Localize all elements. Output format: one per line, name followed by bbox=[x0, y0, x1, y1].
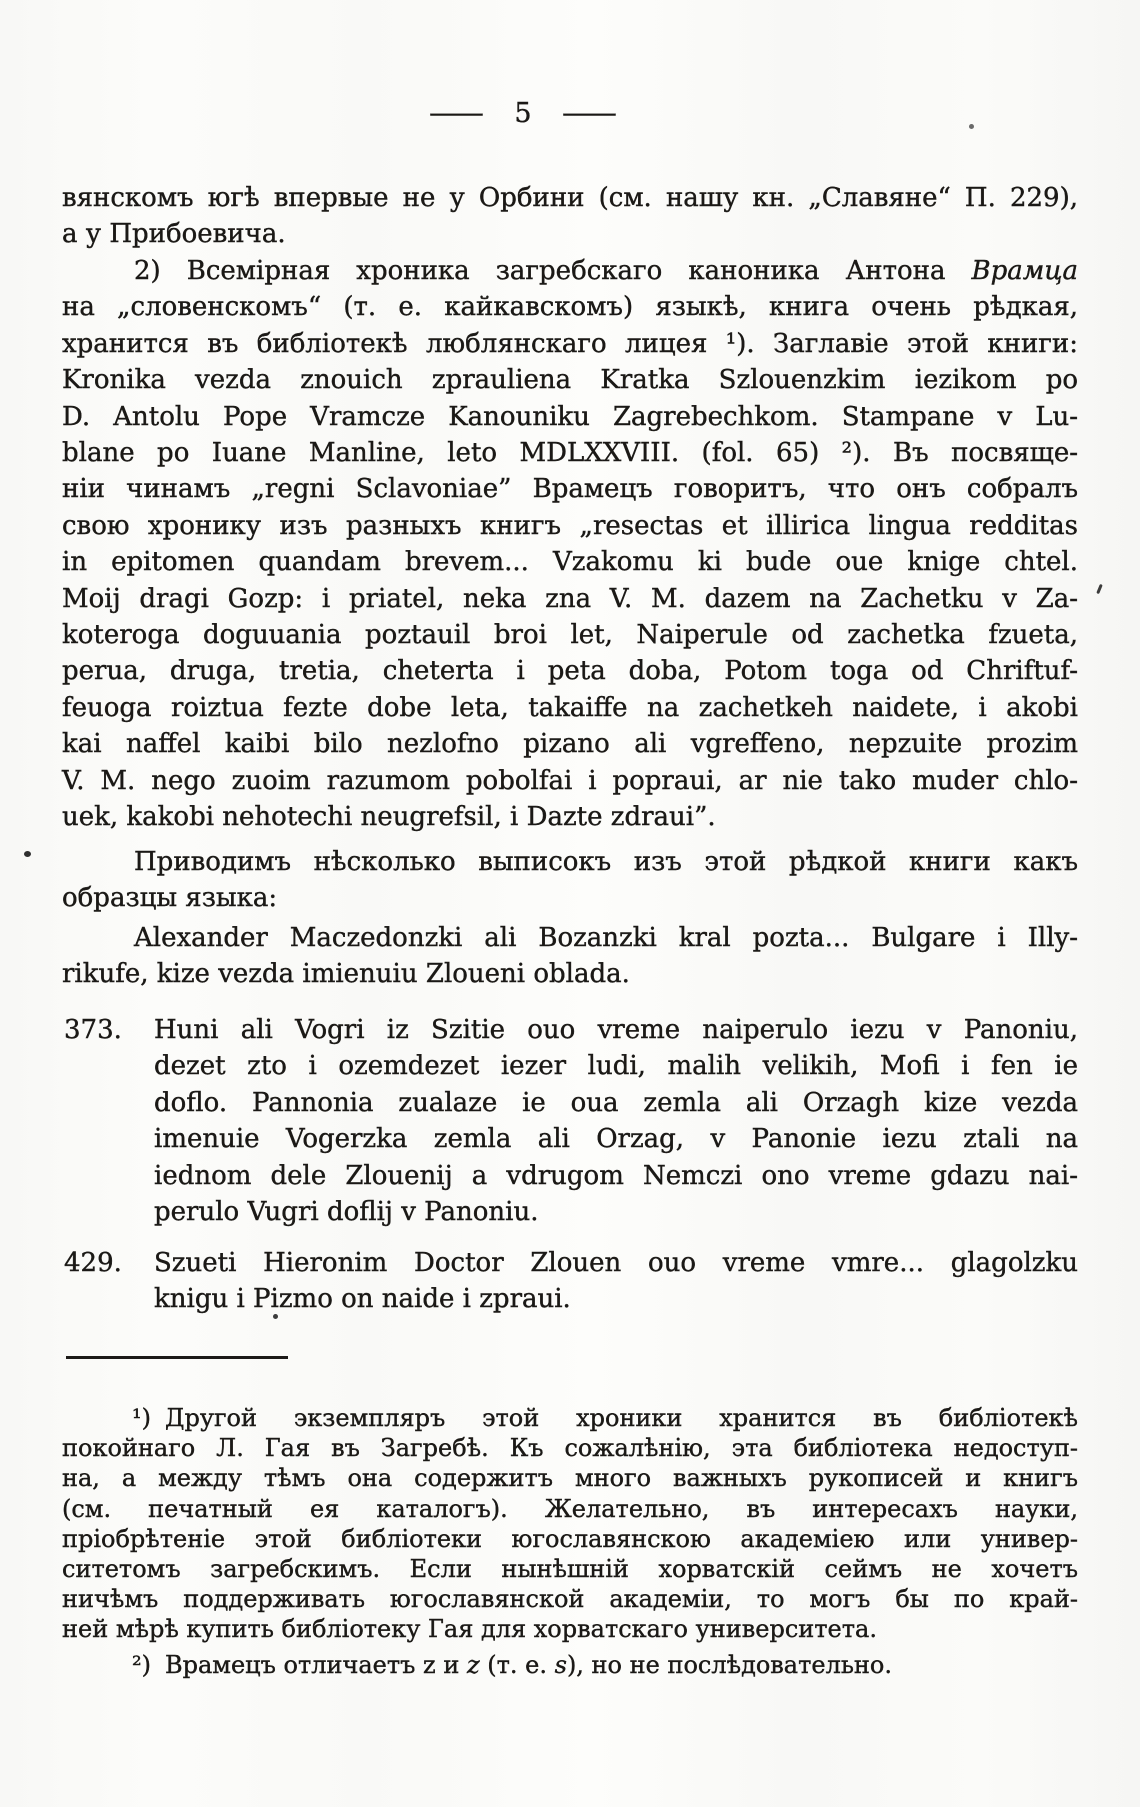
text-line: doflo. Pannonia zualaze ie oua zemla ali Orzagh kize vezda bbox=[154, 1087, 1078, 1118]
text-line: knigu i Pizmo on naide i zpraui. bbox=[154, 1284, 571, 1315]
paragraph-chronicle bbox=[62, 253, 1078, 836]
text-segment: (т. е. bbox=[479, 1651, 555, 1679]
scan-artifact-dot bbox=[969, 124, 974, 129]
text-line: D. Antolu Pope Vramcze Kanouniku Zagrebechkom. Stampane v Lu- bbox=[62, 401, 1078, 432]
text-line: свою хронику изъ разныхъ книгъ „resectas et illirica lingua redditas bbox=[62, 510, 1078, 541]
entry-number: 373. bbox=[64, 1015, 122, 1045]
text-line: ней мѣрѣ купить библіотеку Гая для хорватскаго университета. bbox=[62, 1615, 877, 1644]
text-line: kai naffel kaibi bilo nezlofno pizano ali vgreffeno, nepzuite prozim bbox=[62, 729, 1078, 760]
letter-z-italic: z bbox=[466, 1651, 480, 1679]
paragraph-excerpts-intro bbox=[62, 844, 1078, 917]
footnote-separator bbox=[66, 1356, 288, 1359]
text-line: perua, druga, tretia, cheterta i peta doba, Potom toga od Chriftuf- bbox=[62, 656, 1078, 687]
scan-artifact-dot bbox=[273, 1314, 278, 1319]
entry-429 bbox=[62, 1245, 1078, 1318]
text-line: покойнаго Л. Гая въ Загребѣ. Къ сожалѣнію, эта библіотека недоступ- bbox=[62, 1434, 1078, 1463]
text-line: iednom dele Zlouenij a vdrugom Nemczi ono vreme gdazu nai- bbox=[154, 1160, 1078, 1191]
footnote-marker: ²) bbox=[132, 1651, 151, 1679]
text-line: Moij dragi Gozp: i priatel, neka zna V. M. dazem na Zachetku v Za- bbox=[62, 583, 1078, 614]
entry-text bbox=[154, 1245, 1078, 1318]
text-line: вянскомъ югѣ впервые не у Орбини (см. нашу кн. „Славяне“ П. 229), bbox=[62, 183, 1078, 213]
text-line: feuoga roiztua fezte dobe leta, takaiffe na zachetkeh naidete, i akobi bbox=[62, 692, 1078, 723]
text-line: а у Прибоевича. bbox=[62, 219, 286, 250]
text-segment: ), но не послѣдовательно. bbox=[566, 1651, 892, 1679]
text-line: rikufe, kize vezda imienuiu Zloueni oblada. bbox=[62, 959, 630, 990]
letter-s-italic: s bbox=[554, 1651, 567, 1679]
author-name-italic: Врамца bbox=[971, 256, 1078, 286]
text-line bbox=[62, 1650, 1078, 1680]
text-line: Alexander Maczedonzki ali Bozanzki kral pozta... Bulgare i Illy- bbox=[134, 923, 1078, 953]
text-line: V. M. nego zuoim razumom pobolfai i popraui, ar nie tako muder chlo- bbox=[62, 765, 1078, 796]
text-line: perulo Vugri doflij v Panoniu. bbox=[154, 1197, 539, 1228]
text-line: Huni ali Vogri iz Szitie ouo vreme naiperulo iezu v Panoniu, bbox=[154, 1015, 1078, 1045]
text-line: Kronika vezda znouich zprauliena Kratka Szlouenzkim iezikom po bbox=[62, 365, 1078, 396]
text-line: на, а между тѣмъ она содержитъ много важныхъ рукописей и книгъ bbox=[62, 1464, 1078, 1493]
text-line: (см. печатный ея каталогъ). Желательно, въ интересахъ науки, bbox=[62, 1494, 1078, 1523]
paragraph-continuation bbox=[62, 180, 1078, 253]
text-line: imenuie Vogerzka zemla ali Orzag, v Panonie iezu ztali na bbox=[154, 1124, 1078, 1155]
text-segment: Врамецъ отличаетъ bbox=[164, 1651, 424, 1679]
text-line: ничѣмъ поддерживать югославянской академіи, то могъ бы по край- bbox=[62, 1585, 1078, 1614]
text-segment: и bbox=[435, 1651, 467, 1679]
entry-373 bbox=[62, 1012, 1078, 1230]
text-line: образцы языка: bbox=[62, 883, 278, 914]
text-line: uek, kakobi nehotechi neugrefsil, i Dazte zdraui”. bbox=[62, 802, 716, 833]
text-line: ситетомъ загребскимъ. Если нынѣшній хорватскій сеймъ не хочетъ bbox=[62, 1555, 1078, 1584]
text-line: пріобрѣтеніе этой библіотеки югославянскою академіею или универ- bbox=[62, 1524, 1078, 1553]
text-line bbox=[62, 1403, 1078, 1433]
paragraph-alexander bbox=[62, 920, 1078, 993]
text-segment: 2) Всемірная хроника загребскаго каноника Антона bbox=[134, 256, 972, 286]
text-line: koteroga doguuania poztauil broi let, Naiperule od zachetka fzueta, bbox=[62, 620, 1078, 651]
text-line: хранится въ библіотекѣ люблянскаго лицея ¹). Заглавіе этой книги: bbox=[62, 328, 1078, 359]
text-line: ніи чинамъ „regni Sclavoniae” Врамецъ говоритъ, что онъ собралъ bbox=[62, 474, 1078, 505]
scan-artifact-dot bbox=[24, 851, 31, 857]
text-line: in epitomen quandam brevem... Vzakomu ki bude oue knige chtel. bbox=[62, 547, 1078, 578]
text-line: Приводимъ нѣсколько выписокъ изъ этой рѣдкой книги какъ bbox=[134, 847, 1078, 877]
footnote-1 bbox=[62, 1403, 1078, 1645]
page-header bbox=[0, 97, 1046, 131]
text-line: Szueti Hieronim Doctor Zlouen ouo vreme vmre... glagolzku bbox=[154, 1248, 1078, 1278]
scan-artifact-mark bbox=[1096, 584, 1103, 594]
text-segment: Другой экземпляръ этой хроники хранится въ библіотекѣ bbox=[164, 1404, 1078, 1432]
header-dash-left: — bbox=[428, 98, 486, 129]
entry-number: 429. bbox=[64, 1248, 122, 1278]
entry-text bbox=[154, 1012, 1078, 1230]
text-line: на „словенскомъ“ (т. е. кайкавскомъ) языкѣ, книга очень рѣдкая, bbox=[62, 292, 1078, 323]
footnote-marker: ¹) bbox=[132, 1404, 151, 1432]
page-number: 5 bbox=[514, 98, 532, 129]
text-line bbox=[62, 253, 1078, 289]
text-line: dezet zto i ozemdezet iezer ludi, malih velikih, Mofi i fen ie bbox=[154, 1051, 1078, 1082]
text-line: blane po Iuane Manline, leto MDLXXVIII. (fol. 65) ²). Въ посвяще- bbox=[62, 438, 1078, 469]
letter-z-roman: z bbox=[423, 1651, 436, 1679]
footnote-2 bbox=[62, 1650, 1078, 1680]
header-dash-right: — bbox=[560, 98, 618, 129]
